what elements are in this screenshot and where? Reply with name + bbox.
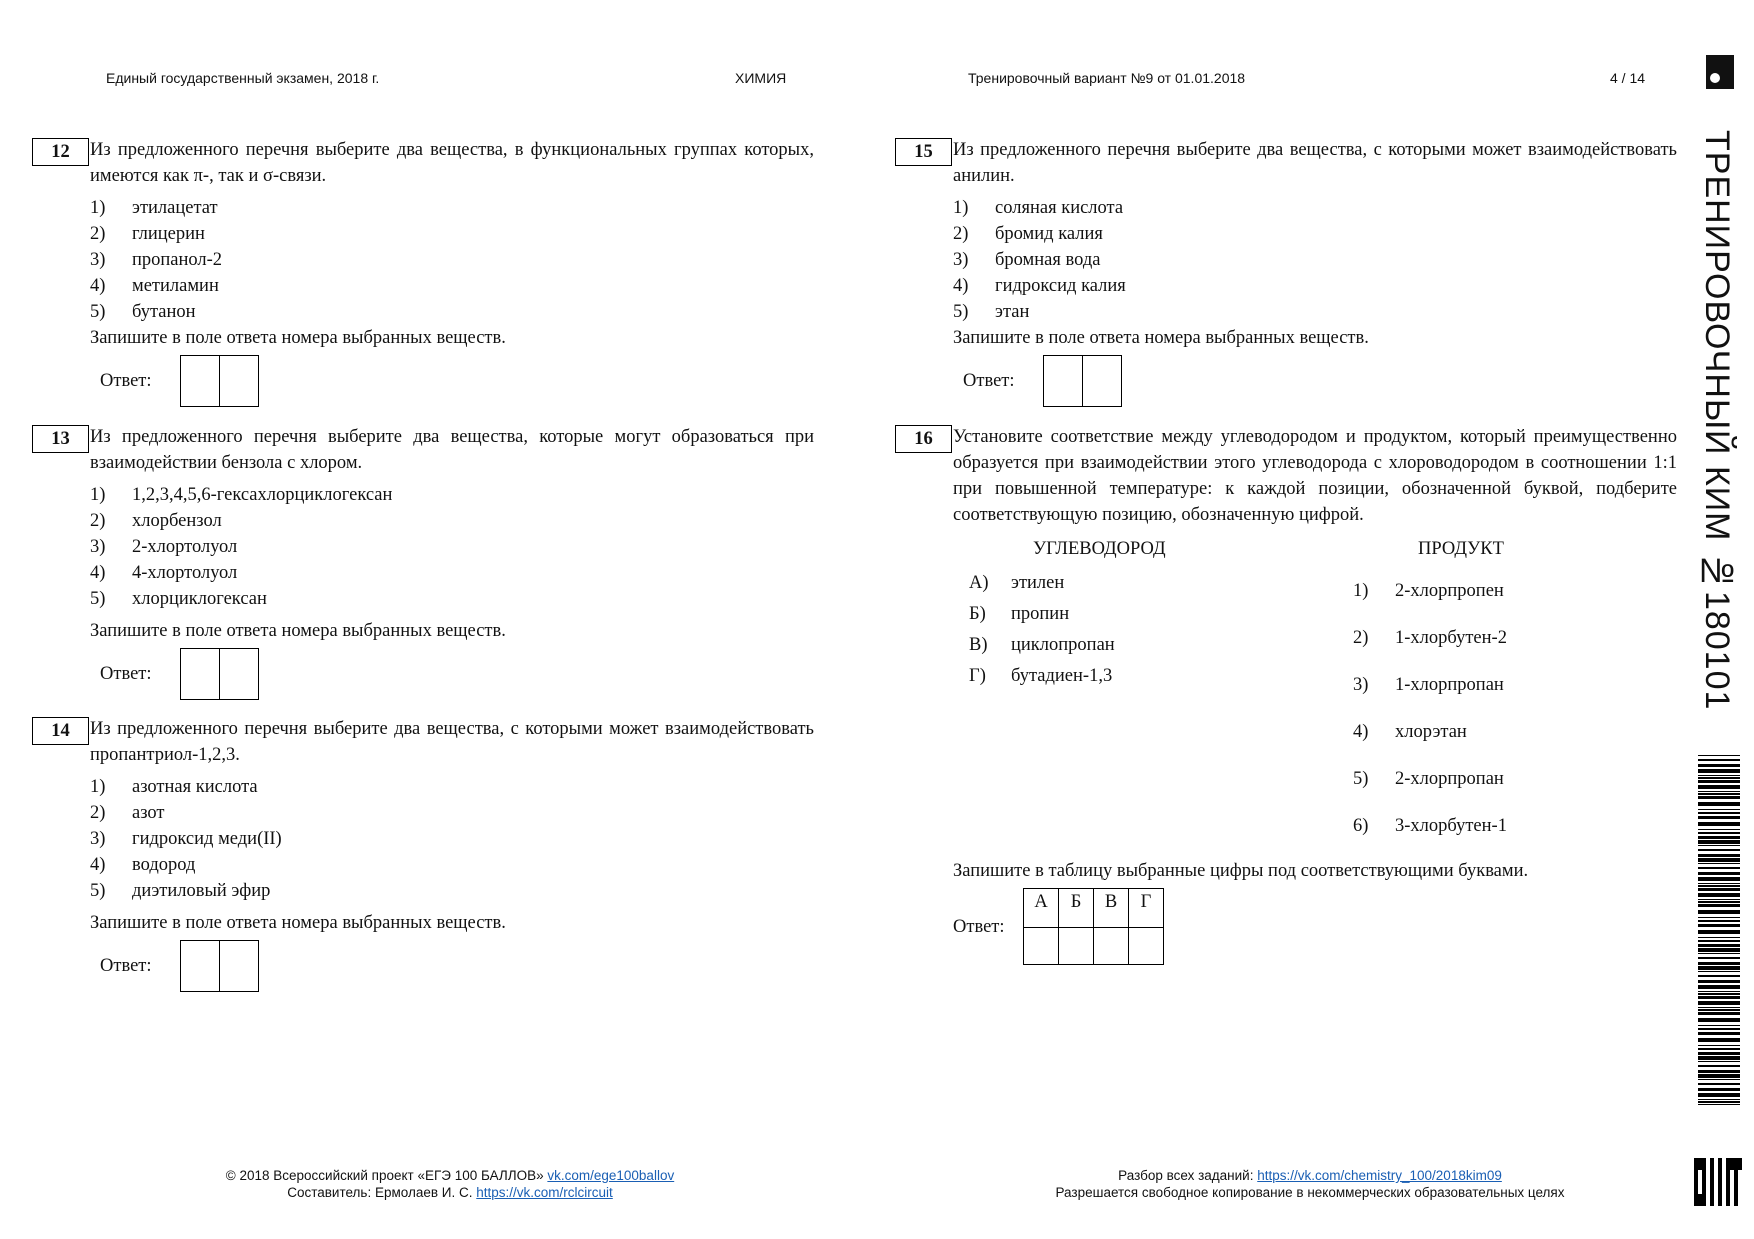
question-13: [32, 424, 814, 700]
question-16: [895, 424, 1677, 965]
footer-link-project[interactable]: vk.com/ege100ballov: [547, 1168, 675, 1183]
right-heading: ПРОДУКТ: [1418, 539, 1504, 559]
product-item: 6) 3-хлорбутен-1: [1353, 816, 1507, 836]
option: 3) пропанол-2: [90, 250, 223, 270]
page-number: 4 / 14: [1610, 70, 1646, 86]
answer-label: Ответ:: [953, 916, 1005, 937]
footer-left: [150, 1167, 750, 1201]
footer-right: [990, 1167, 1630, 1201]
option: 1) соляная кислота: [953, 198, 1124, 218]
option: 3) гидроксид меди(II): [90, 829, 282, 849]
question-number: 12: [32, 138, 89, 166]
footer-copyright: © 2018 Всероссийский проект «ЕГЭ 100 БАЛЛОВ»: [225, 1168, 544, 1183]
question-number: 15: [895, 138, 952, 166]
footer-analysis-label: Разбор всех заданий:: [1118, 1168, 1254, 1183]
answer-box[interactable]: [220, 355, 259, 407]
barcode-icon: [1698, 755, 1740, 1105]
option: 4) гидроксид калия: [953, 276, 1126, 296]
qr-code-icon: [1694, 1158, 1742, 1206]
question-text: Из предложенного перечня выберите два вещества, с которыми может взаимодействовать пропантриол-1,2,3.: [90, 719, 814, 765]
answer-label: Ответ:: [100, 664, 152, 684]
answer-box[interactable]: [1083, 355, 1122, 407]
letter-cell: Г: [1129, 889, 1164, 928]
product-item: 2) 1-хлорбутен-2: [1353, 628, 1507, 648]
answer-label: Ответ:: [100, 956, 152, 976]
answer-box[interactable]: [180, 355, 220, 407]
option: 1) 1,2,3,4,5,6-гексахлорциклогексан: [90, 485, 393, 505]
answer-table: [1023, 888, 1164, 965]
answer-cell[interactable]: [1129, 928, 1164, 965]
question-text: Из предложенного перечня выберите два вещества, с которыми может взаимодействовать анилин.: [953, 140, 1677, 186]
product-item: 1) 2-хлорпропен: [1353, 581, 1504, 601]
option: 4) метиламин: [90, 276, 219, 296]
instruction: Запишите в поле ответа номера выбранных веществ.: [90, 328, 506, 348]
letter-cell: А: [1024, 889, 1059, 928]
answer-label: Ответ:: [100, 371, 152, 391]
answer-cell[interactable]: [1094, 928, 1129, 965]
question-number: 16: [895, 425, 952, 453]
hydrocarbon-item: Б) пропин: [969, 604, 1070, 624]
option: 1) азотная кислота: [90, 777, 258, 797]
option: 2) бромид калия: [953, 224, 1103, 244]
option: 5) бутанон: [90, 302, 196, 322]
answer-box[interactable]: [1043, 355, 1083, 407]
option: 2) хлорбензол: [90, 511, 222, 531]
option: 3) бромная вода: [953, 250, 1101, 270]
exam-title: Единый государственный экзамен, 2018 г.: [106, 70, 380, 86]
question-text: Установите соответствие между углеводородом и продуктом, который преимущественно образуется при взаимодействии этого углеводорода с хлороводородом в соотношении 1:1 при повышенной температуре: к каждой позиции, обозначенной буквой, подберите соответствующую позицию, обозначенную цифрой.: [953, 427, 1677, 525]
option: 5) этан: [953, 302, 1030, 322]
question-14: [32, 716, 814, 992]
letter-cell: Б: [1059, 889, 1094, 928]
variant-title: Тренировочный вариант №9 от 01.01.2018: [968, 70, 1246, 86]
hydrocarbon-item: А) этилен: [969, 573, 1065, 593]
option: 2) глицерин: [90, 224, 205, 244]
option: 5) диэтиловый эфир: [90, 881, 271, 901]
question-text: Из предложенного перечня выберите два вещества, которые могут образоваться при взаимодействии бензола с хлором.: [90, 427, 814, 473]
answer-field: [953, 355, 1677, 407]
table-instruction: Запишите в таблицу выбранные цифры под соответствующими буквами.: [953, 861, 1529, 881]
instruction: Запишите в поле ответа номера выбранных веществ.: [90, 621, 506, 641]
question-15: [895, 137, 1677, 407]
question-text: Из предложенного перечня выберите два вещества, в функциональных группах которых, имеются как π-, так и σ-связи.: [90, 140, 814, 186]
hydrocarbon-list: [969, 568, 1115, 692]
answer-field: [90, 940, 814, 992]
footer-copy-note: Разрешается свободное копирование в некоммерческих образовательных целях: [1055, 1185, 1565, 1200]
hydrocarbon-item: Г) бутадиен-1,3: [969, 666, 1113, 686]
answer-box[interactable]: [220, 648, 259, 700]
left-heading: УГЛЕВОДОРОД: [1033, 539, 1166, 559]
hydrocarbon-item: В) циклопропан: [969, 635, 1115, 655]
product-item: 3) 1-хлорпропан: [1353, 675, 1504, 695]
option: 5) хлорциклогексан: [90, 589, 267, 609]
question-12: [32, 137, 814, 407]
answer-box[interactable]: [180, 940, 220, 992]
option: 2) азот: [90, 803, 165, 823]
corner-mark-icon: [1706, 55, 1734, 89]
subject-title: ХИМИЯ: [735, 70, 787, 86]
question-number: 14: [32, 717, 89, 745]
matching-block: [953, 536, 1677, 846]
answer-label: Ответ:: [963, 371, 1015, 391]
footer-author: Составитель: Ермолаев И. С.: [287, 1185, 473, 1200]
option: 1) этилацетат: [90, 198, 218, 218]
answer-field: [90, 648, 814, 700]
answer-cell[interactable]: [1059, 928, 1094, 965]
instruction: Запишите в поле ответа номера выбранных веществ.: [90, 913, 506, 933]
answer-table-field: [953, 888, 1677, 965]
product-list: [1353, 568, 1507, 850]
option: 4) 4-хлортолуол: [90, 563, 238, 583]
option: 4) водород: [90, 855, 196, 875]
question-number: 13: [32, 425, 89, 453]
letter-cell: В: [1094, 889, 1129, 928]
instruction: Запишите в поле ответа номера выбранных веществ.: [953, 328, 1369, 348]
side-title: ТРЕНИРОВОЧНЫЙ КИМ №180101: [1698, 130, 1736, 711]
footer-link-analysis[interactable]: https://vk.com/chemistry_100/2018kim09: [1257, 1168, 1502, 1183]
product-item: 5) 2-хлорпропан: [1353, 769, 1504, 789]
product-item: 4) хлорэтан: [1353, 722, 1467, 742]
answer-cell[interactable]: [1024, 928, 1059, 965]
option: 3) 2-хлортолуол: [90, 537, 238, 557]
footer-link-author[interactable]: https://vk.com/rclcircuit: [476, 1185, 613, 1200]
answer-box[interactable]: [220, 940, 259, 992]
answer-field: [90, 355, 814, 407]
answer-box[interactable]: [180, 648, 220, 700]
